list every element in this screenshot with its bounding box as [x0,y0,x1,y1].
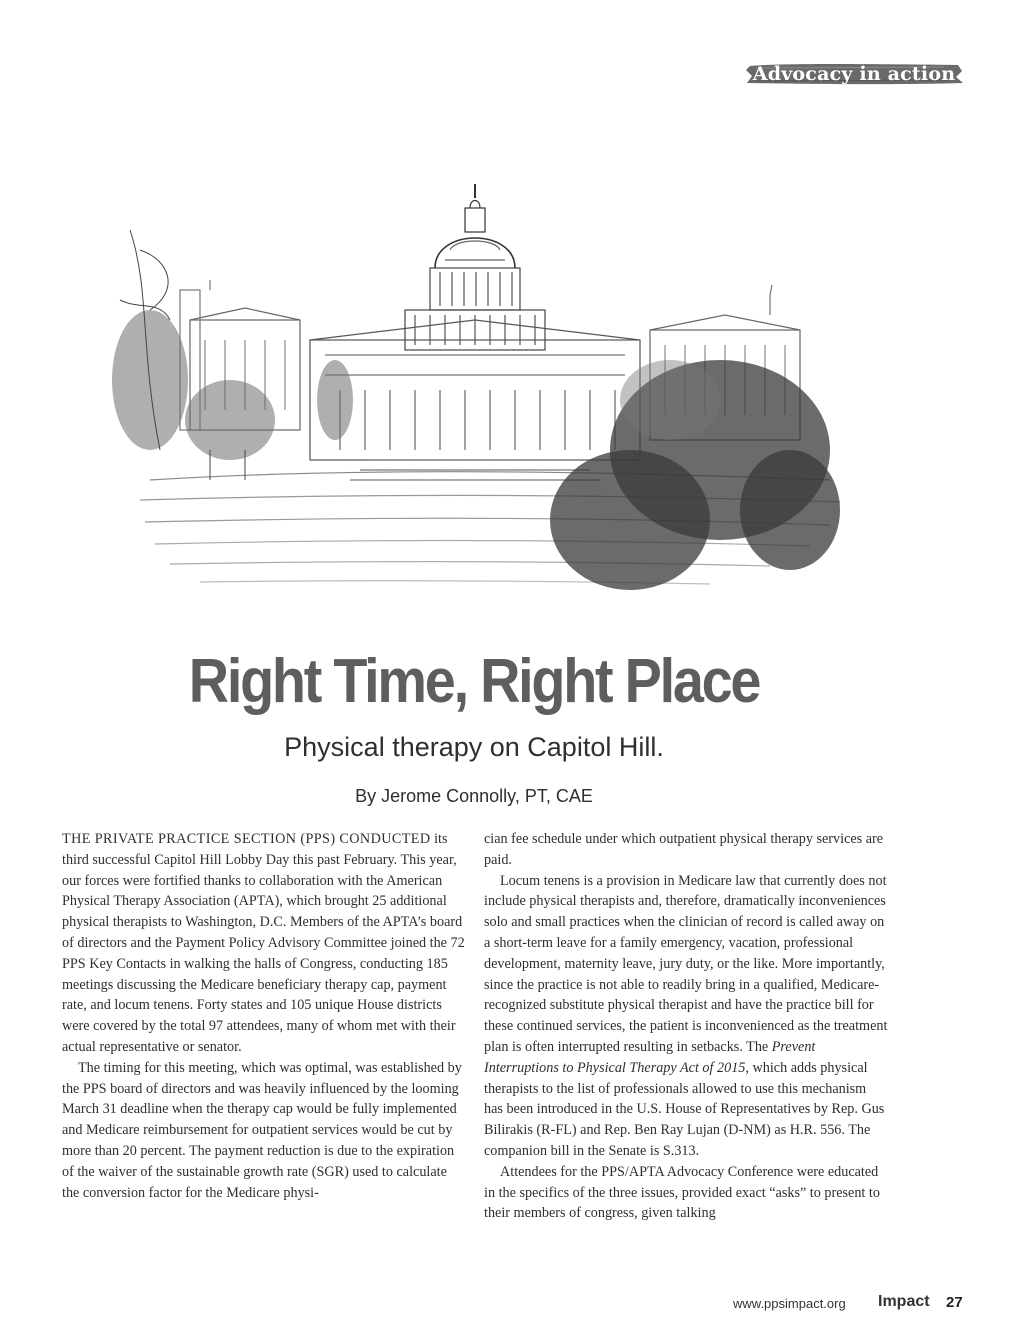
article-subtitle: Physical therapy on Capitol Hill. [284,732,664,762]
paragraph: The timing for this meeting, which was optimal, was established by the PPS board of directors and was heavily influenced by the looming March 31 deadline when the therapy cap would be fully implemented and Medicare reimbursement for outpatient services would be cut by more than 20 percent. The payment reduction is due to the expiration of the waiver of the sustainable growth rate (SGR) used to calculate the conversion factor for the Medicare physi- [62,1059,462,1201]
lead-in-caps: THE PRIVATE PRACTICE SECTION (PPS) CONDUCTED [62,831,431,847]
paragraph-text: Locum tenens is a provision in Medicare law that currently does not include physical therapists and, therefore, dramatically inconveniences solo and small practices when the clinician of record is called away on a short-term leave for a family emergency, vacation, professional development, maternity leave, jury duty, or the like. More importantly, since the practice is not able to readily bring in a qualified, Medicare-recognized substitute physical therapist and have the practice bill for these continued services, the patient is inconvenienced as the treatment plan is often interrupted resulting in setbacks. The [484,872,888,1055]
section-tag-label: Advocacy in action [752,63,956,85]
section-tag [744,62,964,86]
paragraph: Attendees for the PPS/APTA Advocacy Conference were educated in the specifics of the three issues, provided exact “asks” to present to their members of congress, given talking [484,1163,880,1222]
paragraph [484,871,888,1162]
paragraph-text: its third successful Capitol Hill Lobby Day this past February. This year, our forces were fortified thanks to collaboration with the American Physical Therapy Association (APTA), which brought 25 additional physical therapists to Washington, D.C. Members of the APTA’s board of directors and the Payment Policy Advisory Committee joined the 72 PPS Key Contacts in walking the halls of Congress, conducting 185 meetings discussing the Medicare beneficiary therapy cap, payment rate, and locum tenens. Forty states and 105 unique House districts were covered by the total 97 attendees, many of whom met with their actual representative or senator. [62,831,465,1055]
page-number: 27 [946,1294,963,1311]
article-column-right [484,829,888,1224]
paragraph-text: , which adds physical therapists to the list of professionals allowed to use this mechanism has been introduced in the U.S. House of Representatives by Rep. Gus Bilirakis (R-FL) and Rep. Ben Ray Lujan (D-NM) as H.R. 556. The companion bill in the Senate is S.313. [484,1059,885,1159]
footer-website: www.ppsimpact.org [733,1296,846,1311]
bill-title: Prevent Interruptions to Physical Therapy Act of 2015 [484,1038,816,1076]
article-title: Right Time, Right Place [188,647,760,716]
footer-magazine-name: Impact [878,1293,930,1310]
paragraph: cian fee schedule under which outpatient physical therapy services are paid. [484,831,884,868]
article-byline: By Jerome Connolly, PT, CAE [355,786,593,806]
capitol-sketch-illustration [110,150,850,610]
paragraph [62,829,466,1058]
article-column-left [62,829,466,1203]
